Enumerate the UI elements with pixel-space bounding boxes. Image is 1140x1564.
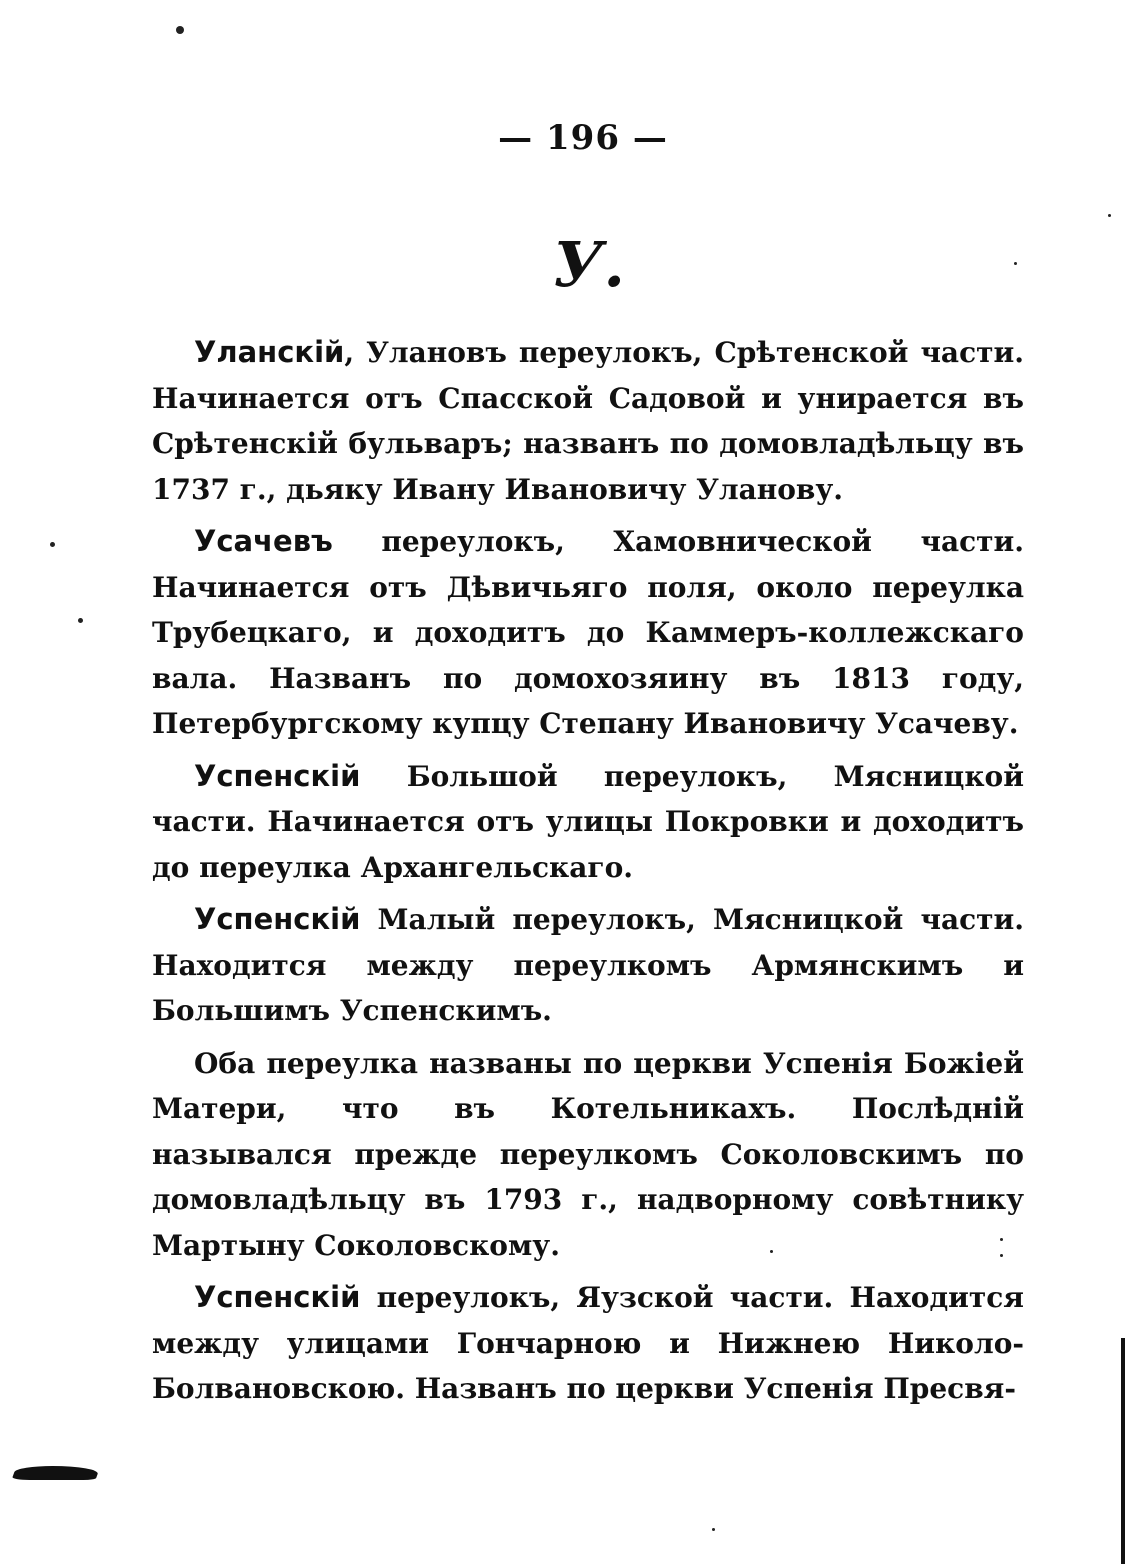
scan-margin-mark <box>11 1466 100 1480</box>
entry-text: Оба переулка названы по церкви Успенія Божіей Матери, что въ Котельникахъ. Послѣдній назывался прежде переулкомъ Соколовскимъ по домовладѣльцу въ 1793 г., надворному совѣтнику Мартыну Соколовскому. <box>152 1046 1024 1262</box>
scan-speck <box>1014 262 1017 265</box>
entry-headword: Успенскій <box>194 902 361 936</box>
page-number: — 196 — <box>498 118 668 158</box>
scan-speck <box>50 542 55 547</box>
entry-text: переулокъ, Хамовнической части. Начинается отъ Дѣвичьяго поля, около переулка Трубецкаго, и доходитъ до Каммеръ-коллежскаго вала. Названъ по домохозяину въ 1813 году, Петербургскому купцу Степану Ивановичу Усачеву. <box>152 525 1024 740</box>
entry-headword: Успенскій <box>194 758 361 793</box>
dictionary-text-block <box>152 330 1024 1419</box>
entry-usachev <box>152 519 1024 747</box>
entry-text: , Улановъ переулокъ, Срѣтенской части. Начинается отъ Спасской Садовой и унирается въ Срѣтенскій бульваръ; названъ по домовладѣльцу въ 1737 г., дьяку Ивану Ивановичу Уланову. <box>152 336 1024 506</box>
entry-text: Малый переулокъ, Мясницкой части. Находится между переулкомъ Армянскимъ и Большимъ Успенскимъ. <box>152 903 1024 1027</box>
scan-speck <box>1000 1238 1003 1241</box>
entry-uspenskiy-maly <box>152 897 1024 1034</box>
scan-speck <box>770 1250 773 1253</box>
scan-speck <box>712 1528 715 1531</box>
entry-text: переулокъ, Яузской части. Находится между улицами Гончарною и Нижнею Николо-Болвановскою. Названъ по церкви Успенія Пресвя- <box>152 1281 1024 1405</box>
entry-headword: Уланскій <box>194 335 345 369</box>
scan-speck <box>78 618 83 623</box>
entry-headword: Успенскій <box>194 1280 361 1314</box>
scan-speck <box>1000 1254 1003 1257</box>
entry-text: Большой переулокъ, Мясницкой части. Начинается отъ улицы Покровки и доходитъ до переулка Архангельскаго. <box>152 759 1024 884</box>
entry-ulanskiy <box>152 330 1024 512</box>
entry-uspenskiy-yauzskoy <box>152 1275 1024 1412</box>
entry-uspenskiy-bolshoy <box>152 754 1024 891</box>
scan-speck <box>176 26 184 34</box>
page-edge-line <box>1121 1338 1125 1564</box>
entry-note-both-lanes <box>152 1041 1024 1269</box>
entry-headword: Усачевъ <box>194 524 333 558</box>
section-letter-heading: У. <box>553 228 625 301</box>
scan-speck <box>1108 214 1111 217</box>
